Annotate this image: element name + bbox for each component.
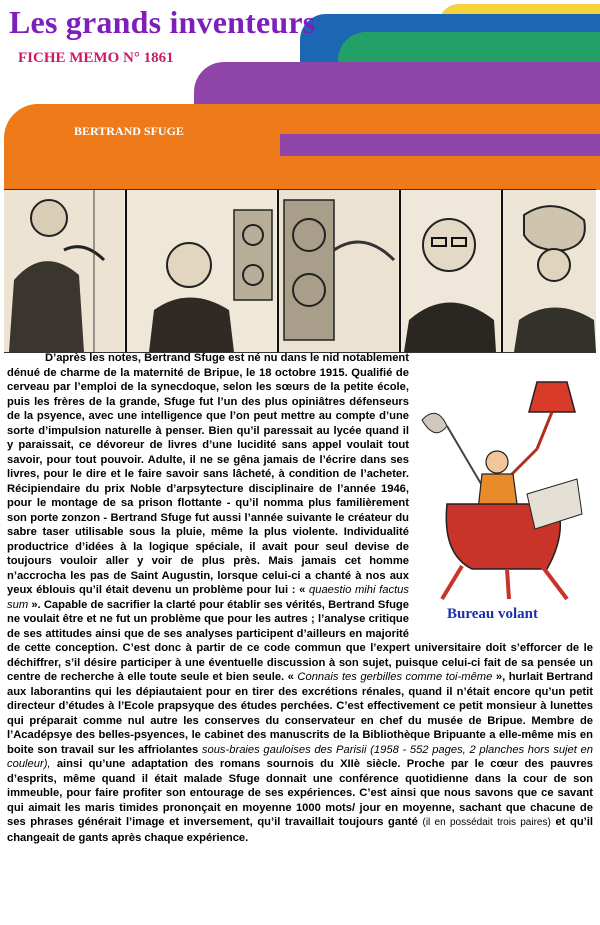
article-aside: (il en possédait trois paires)	[422, 817, 551, 828]
panel-4	[400, 190, 500, 352]
comic-strip-illustration	[4, 189, 596, 353]
article-text-5: et qu’il changeait de gants après chaque expérience.	[7, 816, 593, 844]
article-text-2: ». Capable de sacrifier la clarté pour établir ses vérités, Bertrand Sfuge ne voulait être et ne fut un problème que pour les autres ; l’analyse critique de ses attitudes ainsi que de ses analyses participent d’ailleurs en majorité de cette conception. C’est donc à partir de ce code commun que l’expert universitaire doit s’efforcer de le déchiffrer, s’il désire participer à une éventuelle discussion à son sujet, puisque celui-ci fait de sa pensée un centre de recherche à elle toute seule et bien seule. «	[7, 598, 593, 683]
page-title: Les grands inventeurs	[9, 4, 316, 40]
article-text-3: », hurlait Bertrand aux laborantins qui les dépiautaient pour en tirer des excrétions rénales, quand il n’était encore qu’un petit directeur d’études à l’Ecole prapsyque des études perchées. C’est effectivement ce petit monsieur à lunettes qui préparait comme nul autre les conserves du conservateur en chef du musée de Bripue. Membre de l’Acadépsye des belles-psyences, le cabinet des manuscrits de la Bibliothèque Bripuante a elle-même mis en boite son travail sur les affriolantes	[7, 671, 594, 756]
panel-5	[502, 190, 596, 352]
inventor-name: BERTRAND SFUGE	[74, 124, 184, 138]
panel-2	[126, 190, 276, 352]
latin-quote: quaestio mihi factus sum	[7, 584, 410, 611]
header	[0, 0, 600, 190]
comic-strip-drawing	[4, 190, 596, 352]
memo-number: FICHE MEMO N° 1861	[18, 50, 174, 66]
panel-1	[4, 190, 124, 352]
band-orange-mid	[4, 156, 600, 176]
flying-desk-drawing	[417, 354, 597, 604]
article-text-4: ainsi qu’une adaptation des romans sournois du XIIè siècle. Proche par le cœur des pauvres d’esprits, même quand il était malade Sfuge donnait une conférence quotidienne dans la cour de son immeuble, pour faire profiter son entourage de ses expériences. C’est ainsi que nous savons que ce savant qui aimait les maris timides prononçait en moyenne 1000 mots/ jour en moyenne, sachant que chacune de ses phrases générait l’image et inversement, qu’il travaillait toujours ganté	[7, 758, 593, 828]
book-title: sous-braies gauloises des Parisii (1958 - 552 pages, 2 planches hors sujet en couleur),	[7, 743, 593, 770]
bureau-volant-illustration	[417, 354, 597, 639]
article-body	[7, 351, 593, 845]
illustration-caption: Bureau volant	[447, 606, 538, 622]
article-text-1: D’après les notes, Bertrand Sfuge est né nu dans le nid notablement dénué de charme de la maternité de Bripue, le 18 octobre 1915. Qualifié de cerveau par l’emploi de la synecdoque, selon les sœurs de la petite école, puis les frères de la grande, Sfuge fut l’un des plus opiniâtres défenseurs de la psyence, avec une intelligence que l’on peut mettre au compte d’une sorte d’impulsion naturelle à penser. Bien qu’il paressait au lycée quand il y paraissait, ce dévoreur de livres d’une lucidité sans appel voulait tout savoir, pour tout pouvoir. Adulte, il ne se gêna jamais de l’écrire dans ses livres, pour le dire et le faire savoir sans lâcheté, à condition de l’acheter. Récipiendaire du prix Noble d’arpsytecture disciplinaire de l’année 1946, pour le montage de sa prison flottante - qu’il nomma plus familièrement son porte zonzon - Bertrand Sfuge fut aussi l’année suivante le créateur du sabre taser utilisable sous la pluie, même la plus violente. Individualité productrice d’idées à la logique spéciale, il avait pour seul devise de toujours vouloir aller y voir de plus près. Mais jamais cet homme n’accrocha les pas de Saint Augustin, lorsque celui-ci a chanté à nos aux yeux éblouis qu’il était devenu un problème pour lui : «	[7, 352, 409, 596]
motto-quote: Connais tes gerbilles comme toi-même	[297, 671, 493, 683]
panel-3	[278, 190, 398, 352]
band-purple-low	[280, 134, 600, 156]
